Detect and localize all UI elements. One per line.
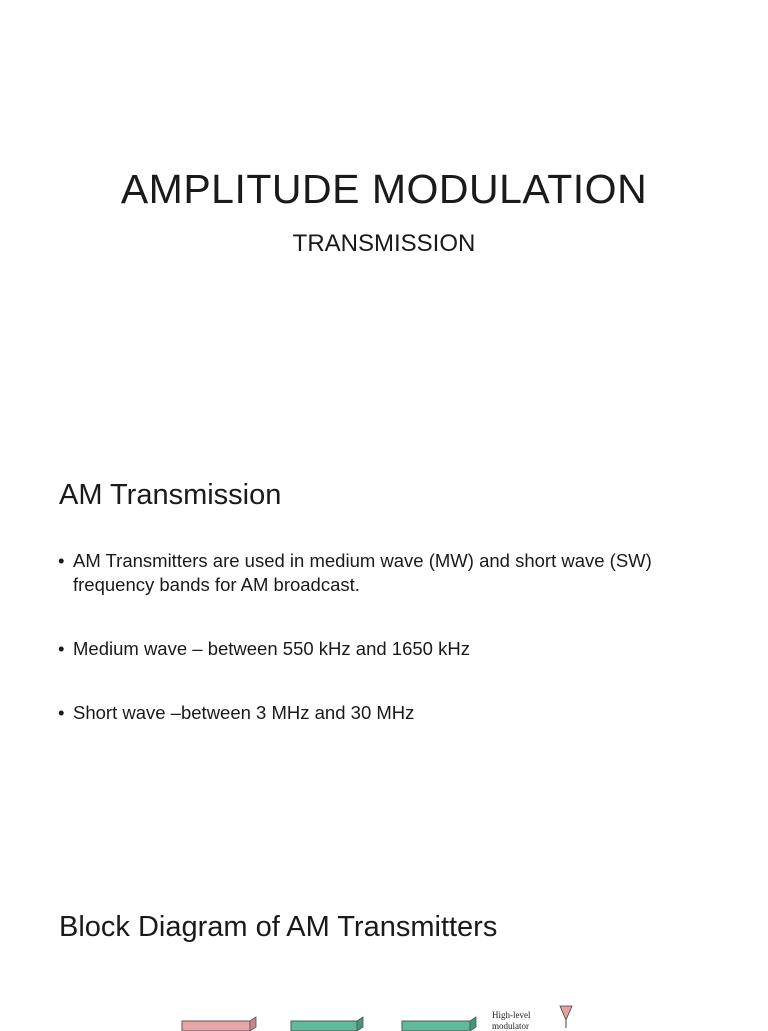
bullet-icon: • [58, 550, 65, 571]
bullet-text: AM Transmitters are used in medium wave (MW) and short wave (SW) frequency bands for AM broadcast. [73, 550, 652, 595]
bullet-icon: • [58, 638, 65, 659]
bullet-item [58, 701, 698, 725]
title-slide [0, 0, 768, 432]
diagram-label-line1: High-level [492, 1010, 531, 1020]
slide-title: AM Transmission [59, 479, 282, 511]
diagram-block-green-2 [402, 1017, 476, 1031]
block-diagram-slide [0, 864, 768, 1031]
bullet-text: Medium wave – between 550 kHz and 1650 kHz [73, 638, 470, 659]
main-subtitle: TRANSMISSION [292, 230, 476, 257]
diagram-label-line2: modulator [492, 1021, 529, 1031]
am-transmission-slide [0, 432, 768, 864]
bullet-item [58, 549, 698, 597]
bullet-list [58, 549, 698, 765]
bullet-item [58, 637, 698, 661]
main-title: AMPLITUDE MODULATION [120, 166, 648, 212]
block-diagram [120, 968, 600, 1031]
antenna-icon [560, 1006, 572, 1028]
diagram-block-green-1 [291, 1017, 363, 1031]
bullet-icon: • [58, 702, 65, 723]
diagram-block-pink [182, 1017, 256, 1031]
slide-title: Block Diagram of AM Transmitters [59, 911, 498, 943]
bullet-text: Short wave –between 3 MHz and 30 MHz [73, 702, 415, 723]
